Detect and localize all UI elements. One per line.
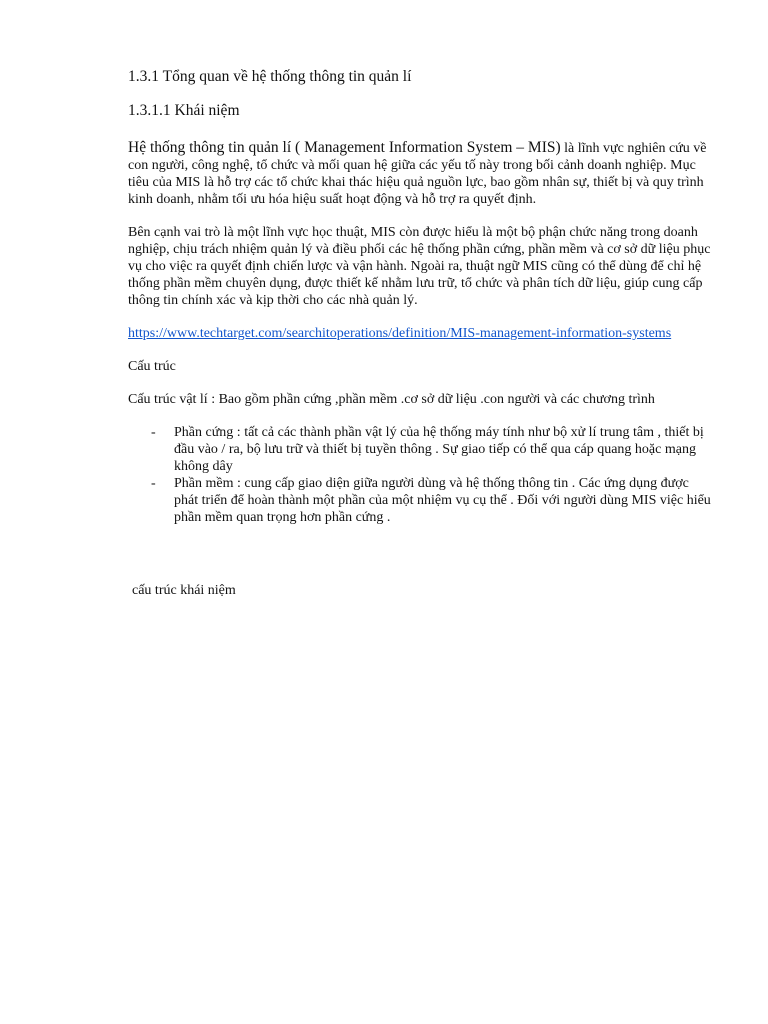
physical-structure-line: Cấu trúc vật lí : Bao gồm phần cứng ,phần mềm .cơ sở dữ liệu .con người và các chương trình (128, 392, 655, 407)
list-item (128, 475, 716, 526)
reference-paragraph (128, 325, 716, 342)
structure-label: Cấu trúc (128, 359, 176, 374)
component-list (128, 424, 716, 526)
reference-link[interactable]: https://www.techtarget.com/searchitoperations/definition/MIS-management-information-systems (128, 326, 672, 341)
list-item-text: Phần cứng : tất cả các thành phần vật lý của hệ thống máy tính như bộ xử lí trung tâm , thiết bị đầu vào / ra, bộ lưu trữ và thiết bị tuyền thông . Sự giao tiếp có thể qua cáp quang hoặc mạng không dây (174, 425, 704, 474)
section-heading: 1.3.1 Tổng quan về hệ thống thông tin quản lí (128, 68, 412, 85)
bullet-dash: - (151, 476, 156, 491)
definition-rest: là lĩnh vực nghiên cứu về con người, công nghệ, tổ chức và mối quan hệ giữa các yếu tố này trong bối cảnh doanh nghiệp. Mục tiêu của MIS là hỗ trợ các tổ chức khai thác hiệu quả nguồn lực, bao gồm nhân sự, thiết bị và quy trình kinh doanh, nhằm tối ưu hóa hiệu suất hoạt động và hỗ trợ ra quyết định. (128, 141, 707, 207)
concept-structure-line: cấu trúc khái niệm (132, 583, 236, 598)
list-item-text: Phần mềm : cung cấp giao diện giữa người dùng và hệ thống thông tin . Các ứng dụng được phát triển để hoàn thành một phần của một nhiệm vụ cụ thể . Đối với người dùng MIS việc hiểu phần mềm quan trọng hơn phần cứng . (174, 476, 711, 525)
subsection-heading: 1.3.1.1 Khái niệm (128, 102, 240, 119)
bullet-dash: - (151, 425, 156, 440)
list-item (128, 424, 716, 475)
role-paragraph: Bên cạnh vai trò là một lĩnh vực học thuật, MIS còn được hiểu là một bộ phận chức năng trong doanh nghiệp, chịu trách nhiệm quản lý và điều phối các hệ thống phần cứng, phần mềm và cơ sở dữ liệu phục vụ cho việc ra quyết định chiến lược và vận hành. Ngoài ra, thuật ngữ MIS cũng có thể dùng để chỉ hệ thống phần mềm chuyên dụng, được thiết kế nhằm lưu trữ, tổ chức và phân tích dữ liệu, giúp cung cấp thông tin chính xác và kịp thời cho các nhà quản lý. (128, 225, 711, 308)
definition-lead: Hệ thống thông tin quản lí ( Management Information System – MIS) (128, 139, 561, 156)
document-body (128, 66, 716, 599)
definition-paragraph (128, 139, 716, 208)
